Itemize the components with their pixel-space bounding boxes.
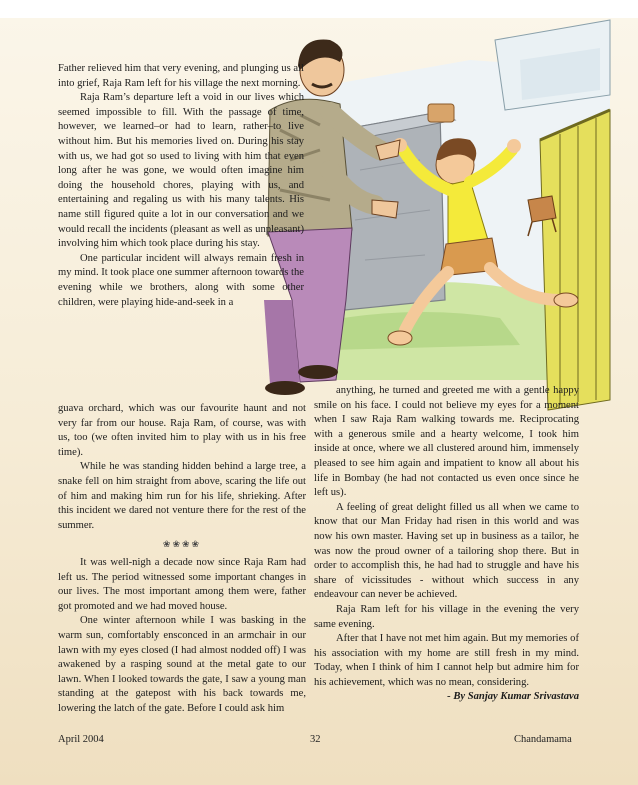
section-separator: ❀❀❀❀ xyxy=(162,539,202,550)
page-number: 32 xyxy=(310,734,321,745)
paragraph: One particular incident will always remain fresh in my mind. It took place one summer afternoon towards the evening while we brothers, along with some other children, were playing hide-and-seek in a xyxy=(58,252,304,308)
paragraph: Raja Ram’s departure left a void in our lives which seemed impossible to fill. With the passage of time, however, we learned–or had to learn, rather–to live without him. But his memories lived on. During his stay with us, we had got so used to living with him that even long after he was gone, we would often imagine him doing the household chores, playing with us, and entertaining and regaling us with his many talents. His name still figured quite a lot in our conversation and we would recall the incidents (pleasant as well as unpleasant) involving him which took place during his stay. xyxy=(58,92,304,250)
author-byline: - By Sanjay Kumar Srivastava xyxy=(447,691,579,703)
footer-date: April 2004 xyxy=(58,734,104,745)
paragraph: After that I have not met him again. But my memories of his association with my home are still fresh in my mind. Today, when I think of him I cannot help but admire him for his achievement, which was no mean, considering. xyxy=(314,633,579,688)
paragraph: It was well-nigh a decade now since Raja Ram had left us. The period witnessed some important changes in our lives. The most important among them were, father got promoted and we had moved house. xyxy=(58,556,306,612)
paragraph: While he was standing hidden behind a large tree, a snake fell on him straight from above, scaring the life out of him and making him run for his life, shrieking. After this incident we dared not venture there for the rest of the summer. xyxy=(58,461,306,531)
paragraph: guava orchard, which was our favourite haunt and not very far from our house. Raja Ram, of course, was with us, too (we often invited him to play with us in his free time). xyxy=(58,403,306,458)
paragraph: One winter afternoon while I was basking in the warm sun, comfortably ensconced in an armchair in our lawn with my eyes closed (I had almost nodded off) I was awakened by a rasping sound at the metal gate to our lawn. When I looked towards the gate, I saw a young man standing at the gatepost with his back towards me, lowering the latch of the gate. Before I could ask him xyxy=(58,615,306,714)
paragraph: A feeling of great delight filled us all when we came to know that our Man Friday had risen in this world and was now his own master. Having set up in business as a tailor, he was now the proud owner of a tailoring shop there. But in order to accomplish this, he had had to struggle and have his share of vicissitudes - without which success in any endeavour can never be achieved. xyxy=(314,501,579,601)
footer-magazine-name: Chandamama xyxy=(514,734,572,745)
paragraph: Father relieved him that very evening, and plunging us all into grief, Raja Ram left for his village the next morning. xyxy=(58,63,304,89)
text-column-left xyxy=(58,402,306,716)
paragraph: Raja Ram left for his village in the evening the very same evening. xyxy=(314,603,579,630)
text-column-right xyxy=(314,384,579,705)
paragraph: anything, he turned and greeted me with a gentle happy smile on his face. I could not believe my eyes for a moment when I saw Raja Ram walking towards me. Reciprocating with a generous smile and a hearty welcome, I took him inside at once, where we all clustered around him, immensely pleased to see him again and impatient to know all about his life in Bombay (he had not contacted us even once since he left us). xyxy=(314,385,579,499)
text-column-top xyxy=(58,62,304,310)
yellow-fence xyxy=(540,110,610,410)
